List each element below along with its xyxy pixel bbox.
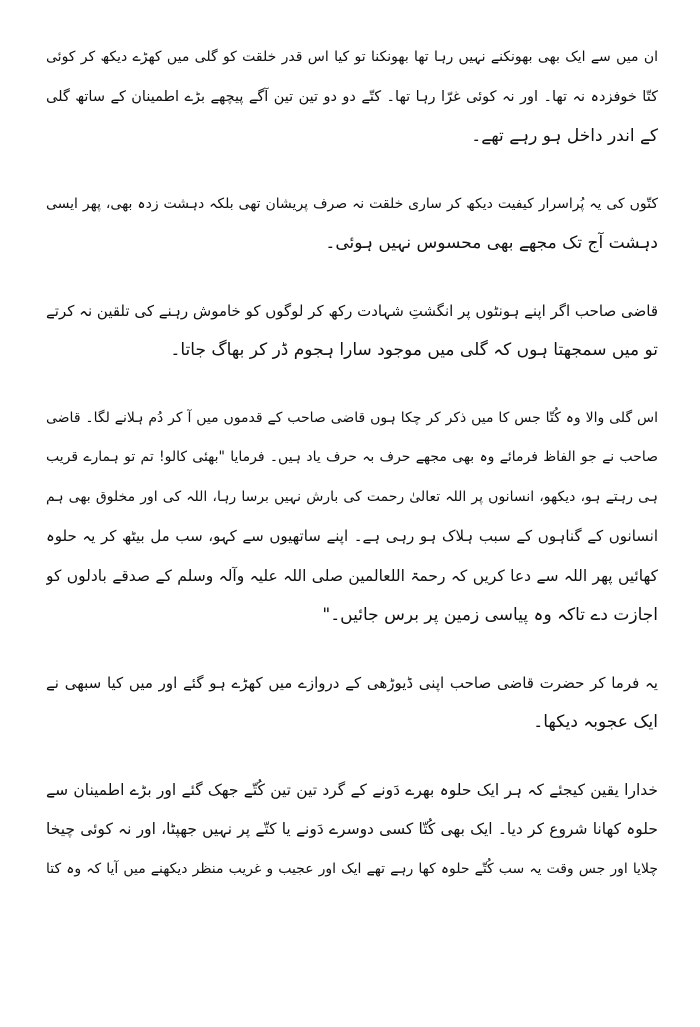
paragraph bbox=[46, 771, 658, 890]
paragraph bbox=[46, 38, 658, 157]
document-page bbox=[46, 38, 658, 889]
text-line: تو میں سمجھتا ہوں کہ گلی میں موجود سارا ہجوم ڈر کر بھاگ جاتا۔ bbox=[170, 340, 658, 360]
text-line: ہی رہتے ہو، دیکھو، انسانوں پر اللہ تعالیٰ رحمت کی بارش نہیں برسا رہا، اللہ کی اور مخلوق بھی ہم bbox=[46, 488, 658, 505]
paragraph bbox=[46, 399, 658, 636]
text-line: اجازت دے تاکہ وہ پیاسی زمین پر برس جائیں۔" bbox=[322, 605, 658, 625]
text-line: انسانوں کے گناہوں کے سبب ہلاک ہو رہی ہے۔ اپنے ساتھیوں سے کہو، سب مل بیٹھ کر یہ حلوہ bbox=[46, 527, 658, 545]
text-line: کھائیں پھر اللہ سے دعا کریں کہ رحمۃ اللعالمین صلی اللہ علیہ وآلہ وسلم کے صدقے بادلوں کو bbox=[46, 566, 658, 585]
text-line: ان میں سے ایک بھی بھونکنے نہیں رہا تھا بھونکنا تو کیا اس قدر خلقت کو گلی میں کھڑے دیکھ کر کوئی bbox=[46, 49, 658, 65]
paragraph-gap bbox=[46, 371, 658, 399]
text-line: کتّوں کی یہ پُراسرار کیفیت دیکھ کر ساری خلقت نہ صرف پریشان تھی بلکہ دہشت زدہ بھی، پھر ایسی bbox=[46, 195, 658, 212]
text-line: اس گلی والا وہ کُتّا جس کا میں ذکر کر چکا ہوں قاضی صاحب کے قدموں میں آ کر دُم ہلانے لگا۔ قاضی bbox=[46, 409, 658, 426]
text-line: صاحب نے جو الفاظ فرمائے وہ بھی مجھے حرف بہ حرف یاد ہیں۔ فرمایا "بھئی کالو! تم تو ہمارے قریب bbox=[46, 449, 658, 465]
paragraph-gap bbox=[46, 157, 658, 185]
text-line: خدارا یقین کیجئے کہ ہر ایک حلوہ بھرے دَونے کے گرد تین تین کُتّے جھک گئے اور بڑے اطمینان سے bbox=[46, 780, 658, 799]
text-line: قاضی صاحب اگر اپنے ہونٹوں پر انگشتِ شہادت رکھ کر لوگوں کو خاموش رہنے کی تلقین نہ کرتے bbox=[46, 301, 658, 320]
text-line: یہ فرما کر حضرت قاضی صاحب اپنی ڈیوڑھی کے دروازے میں کھڑے ہو گئے اور میں کیا سبھی نے bbox=[46, 673, 658, 692]
text-line: دہشت آج تک مجھے بھی محسوس نہیں ہوئی۔ bbox=[325, 233, 658, 253]
text-line: ایک عجوبہ دیکھا۔ bbox=[533, 712, 658, 732]
paragraph-gap bbox=[46, 264, 658, 292]
text-line: کے اندر داخل ہو رہے تھے۔ bbox=[471, 126, 658, 146]
text-line: چلایا اور جس وقت یہ سب کُتّے حلوہ کھا رہے تھے ایک اور عجیب و غریب منظر دیکھنے میں آیا کہ وہ کتا bbox=[46, 860, 658, 877]
text-line: کتّا خوفزدہ نہ تھا۔ اور نہ کوئی غرّا رہا تھا۔ کتّے دو دو تین تین آگے پیچھے بڑے اطمینان کے ساتھ گلی bbox=[46, 88, 658, 105]
paragraph-gap bbox=[46, 743, 658, 771]
paragraph bbox=[46, 185, 658, 264]
text-line: حلوہ کھانا شروع کر دیا۔ ایک بھی کُتّا کسی دوسرے دَونے یا کتّے پر نہیں جھپٹا، اور نہ کوئی چیخا bbox=[46, 820, 658, 838]
paragraph bbox=[46, 664, 658, 743]
paragraph bbox=[46, 292, 658, 371]
paragraph-gap bbox=[46, 636, 658, 664]
